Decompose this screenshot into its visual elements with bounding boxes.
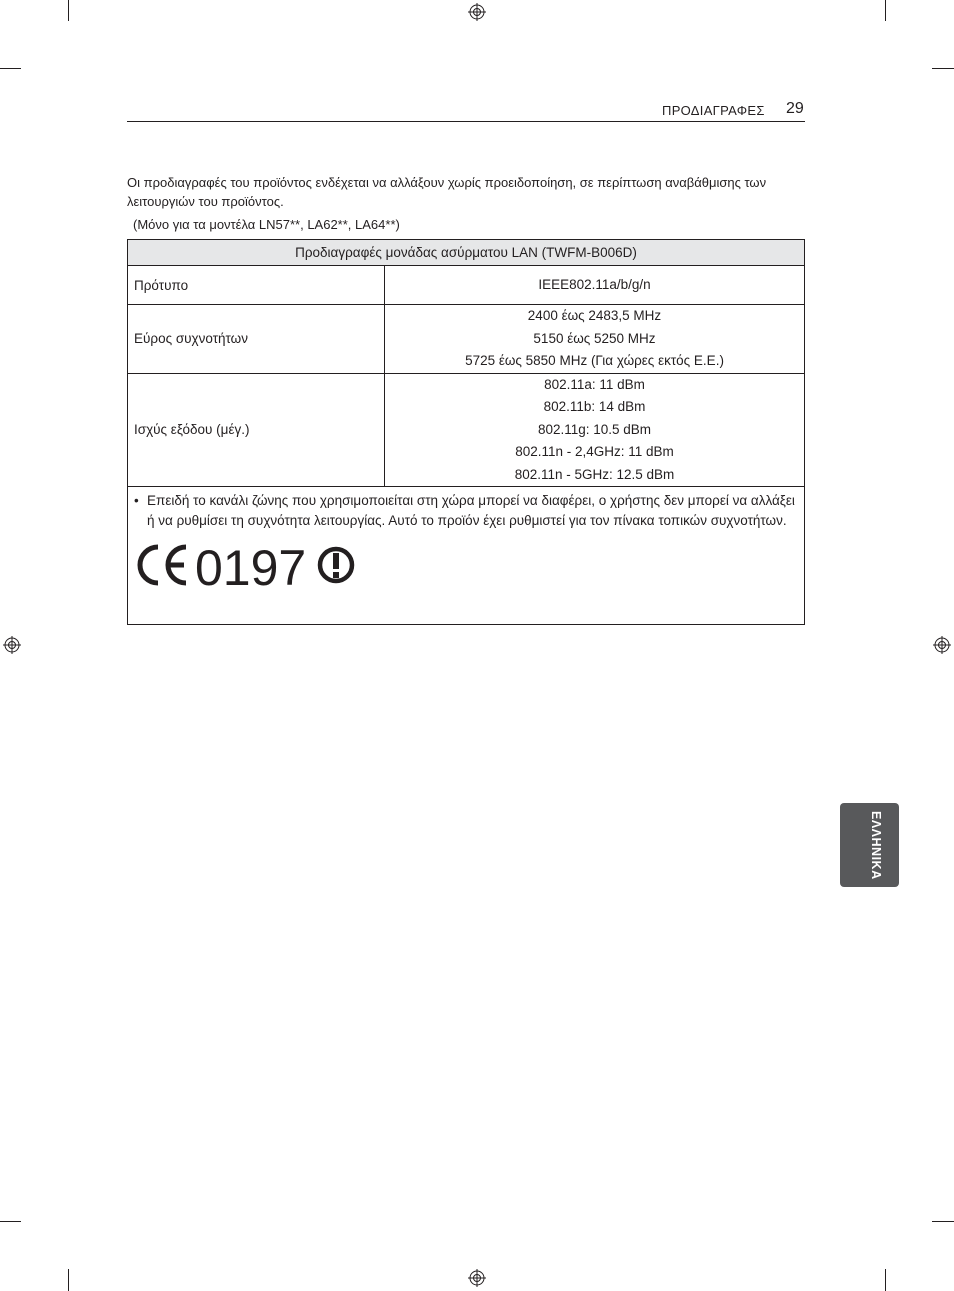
registration-mark-icon bbox=[933, 636, 951, 654]
table-row bbox=[128, 266, 805, 305]
output-power-label: Ισχύς εξόδου (μέγ.) bbox=[128, 373, 385, 487]
value-line: 802.11b: 14 dBm bbox=[543, 399, 646, 414]
output-power-values bbox=[385, 373, 805, 487]
intro-paragraph: Οι προδιαγραφές του προϊόντος ενδέχεται να αλλάξουν χωρίς προειδοποίηση, σε περίπτωση αναβάθμισης των λειτουργιών του προϊόντος. bbox=[127, 175, 767, 209]
registration-mark-icon bbox=[468, 1269, 486, 1287]
crop-mark bbox=[68, 0, 69, 21]
ce-number: 0197 bbox=[195, 541, 307, 591]
value-line: 802.11n - 2,4GHz: 11 dBm bbox=[515, 444, 674, 459]
ce-mark-icon bbox=[134, 541, 364, 591]
crop-mark bbox=[885, 1269, 886, 1291]
note bbox=[128, 487, 804, 530]
crop-mark bbox=[68, 1269, 69, 1291]
value-line: IEEE802.11a/b/g/n bbox=[538, 276, 651, 292]
table-title: Προδιαγραφές μονάδας ασύρματου LAN (TWFM-B006D) bbox=[128, 240, 805, 266]
table-row bbox=[128, 373, 805, 487]
models-note: (Μόνο για τα μοντέλα LN57**, LA62**, LA64**) bbox=[133, 217, 400, 232]
value-line: 802.11n - 5GHz: 12.5 dBm bbox=[514, 466, 675, 482]
section-title: ΠΡΟΔΙΑΓΡΑΦΕΣ bbox=[662, 103, 765, 118]
language-tab-label: ΕΛΛΗΝΙΚΑ bbox=[869, 811, 883, 880]
value-line: 802.11g: 10.5 dBm bbox=[537, 421, 652, 437]
table-row bbox=[128, 305, 805, 374]
crop-mark bbox=[932, 1221, 954, 1222]
note-cell bbox=[128, 487, 805, 625]
note-text: Επειδή το κανάλι ζώνης που χρησιμοποιείται στη χώρα μπορεί να διαφέρει, ο χρήστης δεν μπορεί να αλλάξει ή να ρυθμίσει τη συχνότητα λειτουργίας. Αυτό το προϊόν έχει ρυθμιστεί για τον πίνακα τοπικών συχνοτήτων. bbox=[147, 493, 795, 528]
standard-value bbox=[385, 266, 805, 305]
crop-mark bbox=[932, 68, 954, 69]
crop-mark bbox=[0, 1221, 21, 1222]
value-line: 5725 έως 5850 MHz (Για χώρες εκτός Ε.Ε.) bbox=[465, 353, 724, 368]
registration-mark-icon bbox=[3, 636, 21, 654]
value-line: 5150 έως 5250 MHz bbox=[533, 330, 656, 346]
frequency-range-values bbox=[385, 305, 805, 374]
bullet-icon: • bbox=[134, 493, 139, 508]
page-number: 29 bbox=[786, 100, 804, 117]
value-line: 2400 έως 2483,5 MHz bbox=[527, 308, 662, 323]
wireless-lan-spec-table bbox=[127, 239, 805, 625]
value-line: 802.11a: 11 dBm bbox=[544, 376, 645, 392]
crop-mark bbox=[885, 0, 886, 21]
crop-mark bbox=[0, 68, 21, 69]
header-divider bbox=[127, 121, 805, 122]
standard-label: Πρότυπο bbox=[128, 266, 385, 305]
table-row bbox=[128, 487, 805, 625]
registration-mark-icon bbox=[468, 3, 486, 21]
language-side-tab bbox=[840, 803, 899, 887]
frequency-range-label: Εύρος συχνοτήτων bbox=[128, 305, 385, 374]
